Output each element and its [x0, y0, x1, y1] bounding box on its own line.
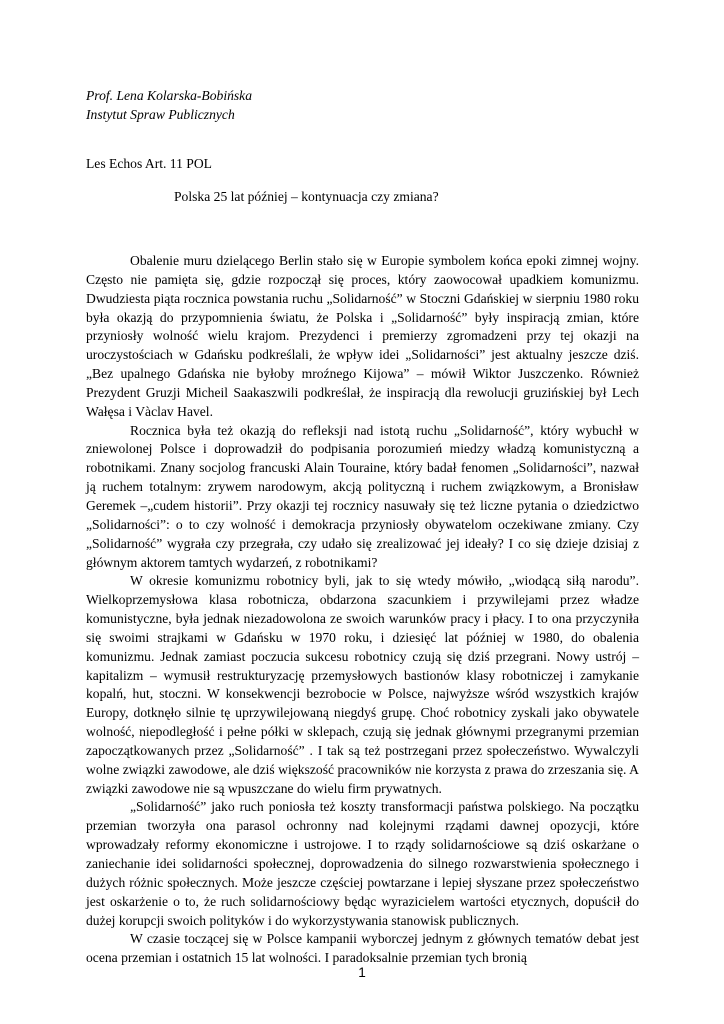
article-reference: Les Echos Art. 11 POL [86, 156, 212, 171]
paragraph: Obalenie muru dzielącego Berlin stało się w Europie symbolem końca epoki zimnej wojny. Często nie pamięta się, gdzie rozpoczął się proces, który zaowocował upadkiem komunizmu. Dwudziesta piąta rocznica powstania ruchu „Solidarność” w Stoczni Gdańskiej w sierpniu 1980 roku była okazją do przypomnienia światu, że Polska i „Solidarność” były inspiracją zmian, które przyniosły wolność wielu krajom. Prezydenci i premierzy zgromadzeni przy tej okazji na uroczystościach w Gdańsku podkreślali, że wpływ idei „Solidarności” jest aktualny jeszcze dziś. „Bez upalnego Gdańska nie byłoby mroźnego Kijowa” – mówił Wiktor Juszczenko. Również Prezydent Gruzji Micheil Saakaszwili podkreślał, że inspiracją dla rewolucji gruzińskiej był Lech Wałęsa i Vàclav Havel. [86, 253, 639, 419]
author-block [86, 87, 252, 124]
author-name: Prof. Lena Kolarska-Bobińska [86, 88, 253, 103]
paragraph: „Solidarność” jako ruch poniosła też koszty transformacji państwa polskiego. Na początku przemian tworzyła ona parasol ochronny nad kolejnymi rządami dawnej opozycji, które wprowadzały reformy ekonomiczne i ustrojowe. I to rządy solidarnościowe są dziś oskarżane o zaniechanie idei solidarności społecznej, doprowadzenia do silnego rozwarstwienia społecznego i dużych różnic społecznych. Może jeszcze częściej powtarzane i lepiej słyszane przez społeczeństwo jest oskarżenie o to, że ruch solidarnościowy będąc wyrazicielem wartości etycznych, dopuścił do dużej korupcji swoich polityków i do wykorzystywania stanowisk publicznych. [86, 799, 639, 928]
article-title: Polska 25 lat później – kontynuacja czy zmiana? [174, 189, 439, 204]
paragraph: Rocznica była też okazją do refleksji nad istotą ruchu „Solidarność”, który wybuchł w zniewolonej Polsce i doprowadził do podpisania porozumień miedzy władzą komunistyczną a robotnikami. Znany socjolog francuski Alain Touraine, który badał fenomen „Solidarności”, nazwał ją ruchem totalnym: zrywem narodowym, akcją polityczną i ruchem związkowym, a Bronisław Geremek –„cudem historii”. Przy okazji tej rocznicy nasuwały się też liczne pytania o dziedzictwo „Solidarności”: o to czy wolność i demokracja przyniosły obywatelom oczekiwane zmiany. Czy „Solidarność” wygrała czy przegrała, czy udało się zrealizować jej ideały? I co się dzieje dzisiaj z głównym aktorem tamtych wydarzeń, z robotnikami? [86, 422, 639, 570]
page-number: 1 [358, 965, 366, 980]
paragraph: W czasie toczącej się w Polsce kampanii wyborczej jednym z głównych tematów debat jest ocena przemian i ostatnich 15 lat wolności. I paradoksalnie przemian tych bronią [86, 931, 639, 966]
author-institution: Instytut Spraw Publicznych [86, 106, 235, 122]
article-body [86, 252, 639, 968]
paragraph: W okresie komunizmu robotnicy byli, jak to się wtedy mówiło, „wiodącą siłą narodu”. Wielkoprzemysłowa klasa robotnicza, obdarzona szacunkiem i przywilejami przez władze komunistyczne, była jednak niezadowolona ze swoich warunków pracy i płacy. I to ona przyczyniła się swoimi strajkami w Gdańsku w 1970 roku, i dziesięć lat później w 1980, do obalenia komunizmu. Jednak zamiast poczucia sukcesu robotnicy czują się dziś przegrani. Nowy ustrój – kapitalizm – wymusił restrukturyzację przemysłowych bastionów klasy robotniczej i zamykanie kopalń, hut, stoczni. W konsekwencji bezrobocie w Polsce, najwyższe wśród wszystkich krajów Europy, dotknęło silnie tę uprzywilejowaną niegdyś grupę. Choć robotnicy zyskali jako obywatele wolność, niepodległość i pełne półki w sklepach, czują się jednak głównymi przegranymi przemian zapoczątkowanych przez „Solidarność” . I tak są też postrzegani przez społeczeństwo. Wywalczyli wolne związki zawodowe, ale dziś większość pracowników nie korzysta z prawa do zrzeszania się. A związki zawodowe nie są wpuszczane do wielu firm prywatnych. [86, 573, 639, 796]
